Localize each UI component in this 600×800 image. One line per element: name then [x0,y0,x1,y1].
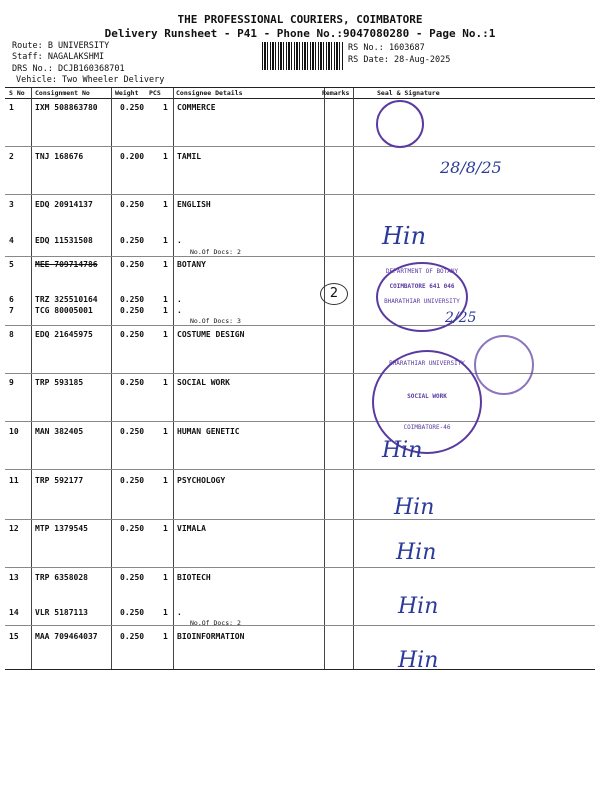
row-pcs: 1 [163,260,168,269]
row-pcs: 1 [163,330,168,339]
row-weight: 0.250 [120,632,145,641]
drs-number: DRS No.: DCJB160368701 [12,64,125,74]
row-consignment: IXM 508863780 [35,103,98,112]
row-pcs: 1 [163,608,168,617]
row-details: . [177,295,182,304]
header-pcs: PCS [149,89,161,97]
rs-number: RS No.: 1603687 [348,43,425,53]
row-sno: 14 [9,608,19,617]
row-sno: 10 [9,427,19,436]
stamp-seal [376,100,424,148]
row-divider [5,469,595,470]
signature: Hin [398,594,439,619]
row-details: VIMALA [177,524,206,533]
signature: Hin [382,438,423,463]
row-sno: 1 [9,103,14,112]
row-pcs: 1 [163,236,168,245]
row-details: HUMAN GENETIC [177,427,240,436]
row-sno: 12 [9,524,19,533]
row-consignment: TRP 592177 [35,476,84,485]
row-pcs: 1 [163,295,168,304]
row-divider [5,519,595,520]
row-details: COSTUME DESIGN [177,330,245,339]
header-consignee: Consignee Details [176,89,243,97]
row-consignment: EDQ 20914137 [35,200,93,209]
staff-label: Staff: NAGALAKSHMI [12,52,105,62]
row-divider [5,146,595,147]
row-pcs: 1 [163,152,168,161]
signature: Hin [398,648,439,673]
header-bottom-border [5,98,595,99]
runsheet-subtitle: Delivery Runsheet - P41 - Phone No.:9047080280 - Page No.:1 [104,27,496,40]
row-weight: 0.250 [120,295,145,304]
row-sno: 15 [9,632,19,641]
company-title: THE PROFESSIONAL COURIERS, COIMBATORE [177,13,423,26]
row-details: . [177,236,182,245]
row-sno: 4 [9,236,14,245]
row-sno: 7 [9,306,14,315]
row-details: BOTANY [177,260,206,269]
row-weight: 0.200 [120,152,145,161]
rs-date: RS Date: 28-Aug-2025 [348,55,451,65]
header-remarks: Remarks [322,89,350,97]
route-label: Route: B UNIVERSITY [12,41,110,51]
row-consignment: EDQ 21645975 [35,330,93,339]
row-sno: 2 [9,152,14,161]
row-consignment: TNJ 168676 [35,152,84,161]
row-divider [5,625,595,626]
stamp-botany-mid: COIMBATORE 641 046 [389,283,455,290]
row-sno: 5 [9,260,14,269]
row-details: BIOINFORMATION [177,632,245,641]
row-consignment: MTP 1379545 [35,524,88,533]
row-details: . [177,306,182,315]
row-divider [5,421,595,422]
row-consignment: TCG 80005001 [35,306,93,315]
row-doc-count: No.Of Docs: 2 [190,619,241,627]
col-divider [31,88,32,670]
row-details: PSYCHOLOGY [177,476,226,485]
row-pcs: 1 [163,524,168,533]
row-consignment: TRP 593185 [35,378,84,387]
row-weight: 0.250 [120,200,145,209]
stamp-botany-top: DEPARTMENT OF BOTANY [385,268,459,275]
remark-circle: 2 [320,283,348,305]
row-weight: 0.250 [120,260,145,269]
table-top-border [5,87,595,88]
row-sno: 13 [9,573,19,582]
row-doc-count: No.Of Docs: 3 [190,317,241,325]
barcode [262,42,344,70]
row-weight: 0.250 [120,236,145,245]
row-consignment: MEE 709714786 [35,260,98,269]
handwritten-date: 2/25 [445,310,477,326]
row-doc-count: No.Of Docs: 2 [190,248,241,256]
stamp-social-top: BHARATHIAR UNIVERSITY [389,360,465,367]
signature: Hin [396,540,437,565]
row-weight: 0.250 [120,103,145,112]
row-sno: 11 [9,476,19,485]
row-weight: 0.250 [120,427,145,436]
row-weight: 0.250 [120,378,145,387]
row-weight: 0.250 [120,330,145,339]
row-pcs: 1 [163,632,168,641]
signature: Hin [394,495,435,520]
row-consignment: EDQ 11531508 [35,236,93,245]
row-details: TAMIL [177,152,202,161]
stamp-botany-bottom: BHARATHIAR UNIVERSITY [384,298,460,305]
row-consignment: MAN 382405 [35,427,84,436]
row-pcs: 1 [163,200,168,209]
row-details: BIOTECH [177,573,211,582]
col-divider [353,88,354,670]
col-divider [173,88,174,670]
stamp-social-bottom: COIMBATORE-46 [403,424,451,431]
row-divider [5,325,595,326]
row-pcs: 1 [163,476,168,485]
row-weight: 0.250 [120,608,145,617]
row-weight: 0.250 [120,476,145,485]
col-divider [111,88,112,670]
row-sno: 3 [9,200,14,209]
row-sno: 8 [9,330,14,339]
row-details: ENGLISH [177,200,211,209]
row-consignment: VLR 5187113 [35,608,88,617]
row-pcs: 1 [163,103,168,112]
row-pcs: 1 [163,306,168,315]
row-weight: 0.250 [120,524,145,533]
col-divider [324,88,325,670]
table-bottom-border [5,669,595,670]
row-pcs: 1 [163,573,168,582]
stamp-social-mid: SOCIAL WORK [407,393,447,400]
row-consignment: TRP 6358028 [35,573,88,582]
signature: Hin [382,222,427,250]
row-divider [5,567,595,568]
row-sno: 6 [9,295,14,304]
row-divider [5,256,595,257]
header-sno: S No [9,89,25,97]
row-pcs: 1 [163,427,168,436]
vehicle-label: Vehicle: Two Wheeler Delivery [16,75,165,85]
row-details: SOCIAL WORK [177,378,230,387]
row-consignment: TRZ 325510164 [35,295,98,304]
row-sno: 9 [9,378,14,387]
row-pcs: 1 [163,378,168,387]
stamp-circle [474,335,534,395]
row-consignment: MAA 709464037 [35,632,98,641]
row-weight: 0.250 [120,306,145,315]
handwritten-date: 28/8/25 [440,158,502,177]
row-details: COMMERCE [177,103,216,112]
header-weight: Weight [115,89,139,97]
row-details: . [177,608,182,617]
row-divider [5,194,595,195]
row-weight: 0.250 [120,573,145,582]
header-consignment: Consignment No [35,89,90,97]
header-seal: Seal & Signature [377,89,440,97]
